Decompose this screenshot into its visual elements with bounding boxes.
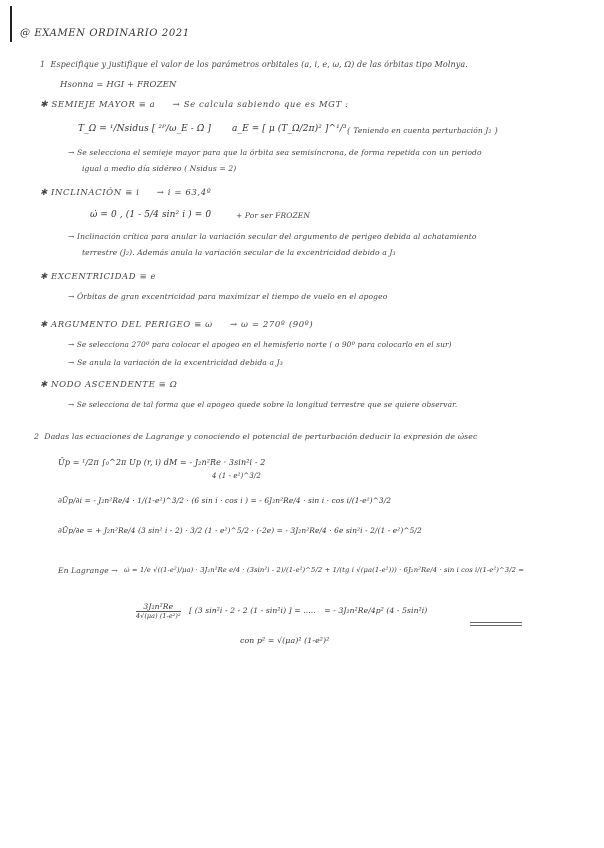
bullet-star-icon: ✱ xyxy=(40,320,48,330)
result-fraction-num: 3J₂n²Re xyxy=(136,602,181,612)
perigee-explain-2: → Se anula la variación de la excentricidad debida a J₃ xyxy=(68,358,283,367)
question-1-text: Especifique y justifique el valor de los parámetros orbitales (a, i, e, ω, Ω) de las órbitas tipo Molnya. xyxy=(50,60,468,69)
inclination-head: ✱ INCLINACIÓN ≡ i → i = 63,4º xyxy=(40,188,212,198)
node-explain: → Se selecciona de tal forma que el apogeo quede sobre la longitud terrestre que se quiere observar. xyxy=(68,400,458,409)
bullet-star-icon: ✱ xyxy=(40,272,48,282)
bullet-star-icon: ✱ xyxy=(40,100,49,110)
result-underline xyxy=(470,622,522,623)
perigee-explain-1: → Se selecciona 270º para colocar el apogeo en el hemisferio norte ( o 90º para colocarlo en el sur) xyxy=(68,340,452,349)
eccentricity-head: ✱ EXCENTRICIDAD ≡ e xyxy=(40,272,157,282)
potential-average-den: 4 (1 - e²)^3/2 xyxy=(212,472,261,480)
question-2-text: Dadas las ecuaciones de Lagrange y conociendo el potencial de perturbación deducir la expresión de ω̇sec xyxy=(44,432,478,441)
semimajor-head: ✱ SEMIEJE MAYOR ≡ a → Se calcula sabiendo que es MGT : xyxy=(40,100,349,110)
eccentricity-explain: → Órbitas de gran excentricidad para maximizar el tiempo de vuelo en el apogeo xyxy=(68,292,388,301)
semimajor-formula-note: { Teniendo en cuenta perturbación J₂ } xyxy=(346,126,499,135)
margin-mark xyxy=(10,6,12,42)
partial-e-eq: ∂Ūp/∂e = + J₂n²Re/4 (3 sin² i - 2) · 3/2 (1 - e²)^5/2 · (-2e) = - 3J₂n²Re/4 · 6e sin²i - 2/(1 - e²)^5/2 xyxy=(58,526,422,535)
inclination-formula-note: + Por ser FROZEN xyxy=(236,211,310,220)
question-1-prompt xyxy=(40,60,468,69)
semimajor-explain-2: igual a medio día sidéreo ( Nsidus = 2) xyxy=(82,164,237,173)
inclination-explain-1: → Inclinación crítica para anular la variación secular del argumento de perigeo debida al achatamiento xyxy=(68,232,477,241)
where-clause: con p² = √(μa)² (1-e²)² xyxy=(240,636,330,645)
question-2-number: 2 xyxy=(34,432,40,441)
question-2-prompt xyxy=(34,432,477,441)
result-mid: [ (3 sin²i - 2 - 2 (1 - sin²i) ] = ..... xyxy=(189,606,316,615)
exam-title: @ EXAMEN ORDINARIO 2021 xyxy=(20,28,190,39)
hamiltonian-line: Hsonna = HGI + FROZEN xyxy=(60,80,177,90)
result-end: = - 3J₂n²Re/4p² (4 - 5sin²i) xyxy=(324,606,428,615)
semimajor-formula-right: a_E = [ μ (T_Ω/2π)² ]^¹/³ xyxy=(232,124,347,134)
result-fraction-den: 4√(μa) (1-e²)² xyxy=(136,612,181,620)
partial-i-eq: ∂Ūp/∂i = - J₂n²Re/4 · 1/(1-e²)^3/2 · (6 sin i · cos i ) = - 6J₂n²Re/4 · sin i · cos i/(1-e²)^3/2 xyxy=(58,496,392,505)
lagrange-label: En Lagrange → xyxy=(58,566,118,575)
inclination-formula: ω̇ = 0 , (1 - 5/4 sin² i ) = 0 xyxy=(90,210,212,220)
bullet-star-icon: ✱ xyxy=(40,380,48,390)
result-fraction xyxy=(136,602,181,620)
semimajor-explain-1: → Se selecciona el semieje mayor para que la órbita sea semisíncrona, de forma repetida con un periodo xyxy=(68,148,482,157)
node-head: ✱ NODO ASCENDENTE ≡ Ω xyxy=(40,380,178,390)
question-1-number: 1 xyxy=(40,60,46,69)
result-underline-2 xyxy=(470,625,522,626)
bullet-star-icon: ✱ xyxy=(40,188,48,198)
lagrange-equation: ω̇ = 1/e √((1-e²)/μa) · 3J₂n²Re e/4 · (3sin²i - 2)/(1-e²)^5/2 + 1/(tg i √(μa(1-e²))) · 6J₂n²Re/4 · sin i cos i/(1-e²)^3/2 = xyxy=(124,566,525,574)
potential-average: Ūp = ¹/2π ∫₀^2π Up (r, i) dM = - J₂n²Re · 3sin²i - 2 xyxy=(58,458,266,467)
result-equation xyxy=(136,602,427,620)
perigee-head: ✱ ARGUMENTO DEL PERIGEO ≡ ω → ω = 270º (90º) xyxy=(40,320,314,330)
inclination-explain-2: terrestre (J₂). Además anula la variación secular de la excentricidad debido a J₃ xyxy=(82,248,396,257)
semimajor-formula-left: T_Ω = ¹/Nsidus [ ²ᴾ/ω_E - Ω̇ ] xyxy=(78,124,212,134)
